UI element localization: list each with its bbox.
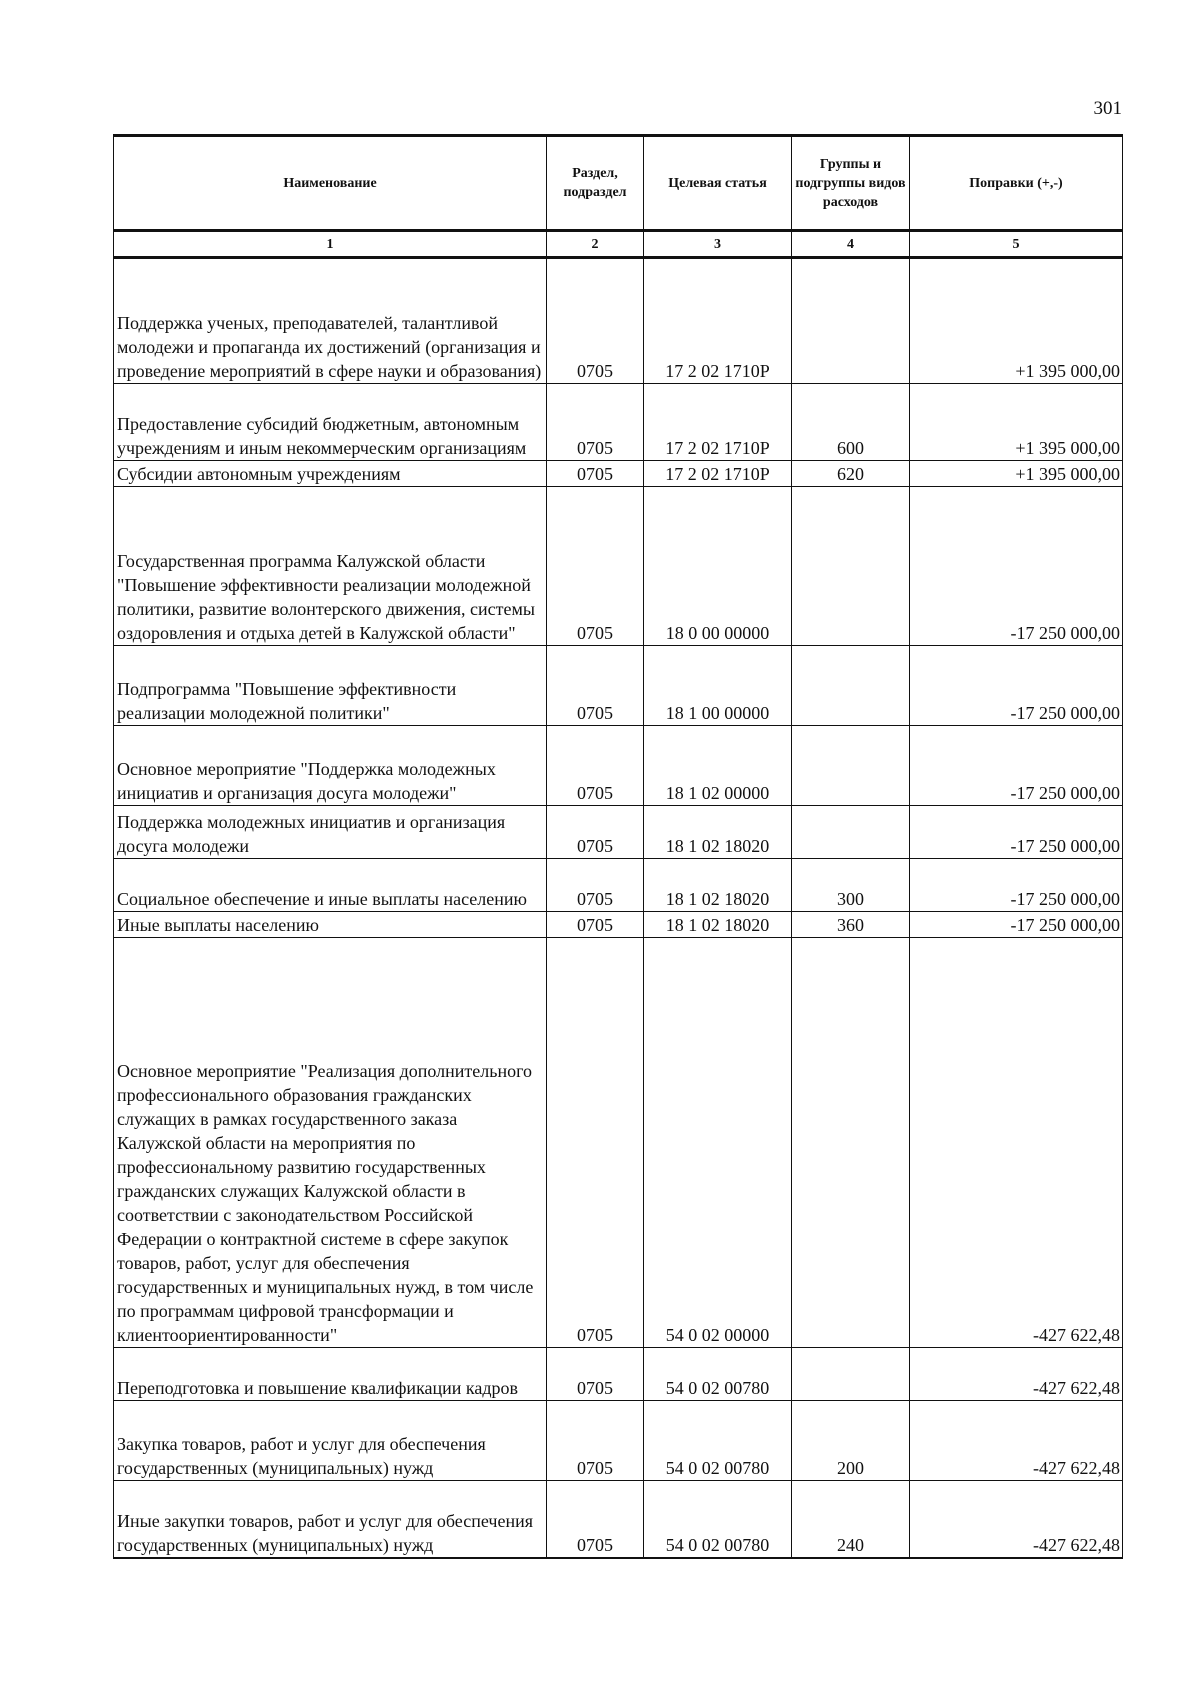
row-section: 0705 bbox=[547, 461, 644, 487]
row-amount: -17 250 000,00 bbox=[910, 859, 1123, 912]
row-section: 0705 bbox=[547, 806, 644, 859]
row-target: 18 1 02 18020 bbox=[644, 859, 792, 912]
row-amount: +1 395 000,00 bbox=[910, 384, 1123, 461]
table-row bbox=[114, 726, 1123, 806]
row-section: 0705 bbox=[547, 1481, 644, 1558]
row-amount: -427 622,48 bbox=[910, 1481, 1123, 1558]
row-amount: -17 250 000,00 bbox=[910, 646, 1123, 726]
row-section: 0705 bbox=[547, 646, 644, 726]
header-group: Группы и подгруппы видов расходов bbox=[792, 136, 910, 231]
row-amount: -427 622,48 bbox=[910, 938, 1123, 1348]
row-group: 200 bbox=[792, 1401, 910, 1481]
table-row bbox=[114, 1348, 1123, 1401]
row-amount: -17 250 000,00 bbox=[910, 912, 1123, 938]
row-name: Основное мероприятие "Реализация дополнительного профессионального образования гражданских служащих в рамках государственного заказа Калужской области на мероприятия по профессиональному развитию государственных гражданских служащих Калужской области в соответствии с законодательством Российской Федерации о контрактной системе в сфере закупок товаров, работ, услуг для обеспечения государственных и муниципальных нужд, в том числе по программам цифровой трансформации и клиентоориентированности" bbox=[114, 938, 547, 1348]
row-section: 0705 bbox=[547, 912, 644, 938]
row-section: 0705 bbox=[547, 1401, 644, 1481]
table-row bbox=[114, 258, 1123, 384]
row-section: 0705 bbox=[547, 384, 644, 461]
row-target: 18 1 00 00000 bbox=[644, 646, 792, 726]
row-name: Закупка товаров, работ и услуг для обеспечения государственных (муниципальных) нужд bbox=[114, 1401, 547, 1481]
row-group bbox=[792, 258, 910, 384]
row-group: 600 bbox=[792, 384, 910, 461]
row-name: Субсидии автономным учреждениям bbox=[114, 461, 547, 487]
table-row bbox=[114, 487, 1123, 646]
row-group bbox=[792, 726, 910, 806]
row-amount: -427 622,48 bbox=[910, 1348, 1123, 1401]
row-amount: +1 395 000,00 bbox=[910, 461, 1123, 487]
row-target: 18 1 02 00000 bbox=[644, 726, 792, 806]
header-name: Наименование bbox=[114, 136, 547, 231]
table-row bbox=[114, 938, 1123, 1348]
row-name: Поддержка ученых, преподавателей, талантливой молодежи и пропаганда их достижений (организация и проведение мероприятий в сфере науки и образования) bbox=[114, 258, 547, 384]
row-target: 17 2 02 1710Р bbox=[644, 384, 792, 461]
row-group: 240 bbox=[792, 1481, 910, 1558]
row-target: 17 2 02 1710Р bbox=[644, 258, 792, 384]
row-amount: -17 250 000,00 bbox=[910, 726, 1123, 806]
row-section: 0705 bbox=[547, 938, 644, 1348]
table-row bbox=[114, 646, 1123, 726]
row-group: 620 bbox=[792, 461, 910, 487]
row-target: 54 0 02 00000 bbox=[644, 938, 792, 1348]
row-name: Подпрограмма "Повышение эффективности реализации молодежной политики" bbox=[114, 646, 547, 726]
row-target: 17 2 02 1710Р bbox=[644, 461, 792, 487]
header-row bbox=[114, 136, 1123, 231]
row-target: 54 0 02 00780 bbox=[644, 1481, 792, 1558]
row-name: Социальное обеспечение и иные выплаты населению bbox=[114, 859, 547, 912]
row-target: 54 0 02 00780 bbox=[644, 1401, 792, 1481]
row-section: 0705 bbox=[547, 487, 644, 646]
row-name: Государственная программа Калужской области "Повышение эффективности реализации молодежной политики, развитие волонтерского движения, системы оздоровления и отдыха детей в Калужской области" bbox=[114, 487, 547, 646]
row-group: 360 bbox=[792, 912, 910, 938]
row-section: 0705 bbox=[547, 859, 644, 912]
row-name: Предоставление субсидий бюджетным, автономным учреждениям и иным некоммерческим организациям bbox=[114, 384, 547, 461]
table-row bbox=[114, 1481, 1123, 1558]
column-number: 2 bbox=[547, 231, 644, 258]
row-section: 0705 bbox=[547, 1348, 644, 1401]
table-row bbox=[114, 806, 1123, 859]
table-row bbox=[114, 912, 1123, 938]
column-number-row bbox=[114, 231, 1123, 258]
column-number: 4 bbox=[792, 231, 910, 258]
row-amount: -17 250 000,00 bbox=[910, 487, 1123, 646]
row-section: 0705 bbox=[547, 726, 644, 806]
row-amount: -427 622,48 bbox=[910, 1401, 1123, 1481]
row-amount: -17 250 000,00 bbox=[910, 806, 1123, 859]
row-name: Иные закупки товаров, работ и услуг для обеспечения государственных (муниципальных) нужд bbox=[114, 1481, 547, 1558]
table-row bbox=[114, 384, 1123, 461]
row-name: Поддержка молодежных инициатив и организация досуга молодежи bbox=[114, 806, 547, 859]
row-group bbox=[792, 646, 910, 726]
table-row bbox=[114, 1401, 1123, 1481]
row-name: Переподготовка и повышение квалификации кадров bbox=[114, 1348, 547, 1401]
column-number: 3 bbox=[644, 231, 792, 258]
row-target: 18 1 02 18020 bbox=[644, 912, 792, 938]
header-amount: Поправки (+,-) bbox=[910, 136, 1123, 231]
row-amount: +1 395 000,00 bbox=[910, 258, 1123, 384]
table-row bbox=[114, 859, 1123, 912]
row-group bbox=[792, 806, 910, 859]
column-number: 5 bbox=[910, 231, 1123, 258]
column-number: 1 bbox=[114, 231, 547, 258]
row-group bbox=[792, 487, 910, 646]
row-target: 18 0 00 00000 bbox=[644, 487, 792, 646]
row-group bbox=[792, 1348, 910, 1401]
row-target: 18 1 02 18020 bbox=[644, 806, 792, 859]
row-group bbox=[792, 938, 910, 1348]
page-number: 301 bbox=[1093, 98, 1122, 119]
row-group: 300 bbox=[792, 859, 910, 912]
row-name: Основное мероприятие "Поддержка молодежных инициатив и организация досуга молодежи" bbox=[114, 726, 547, 806]
header-section: Раздел, подраздел bbox=[547, 136, 644, 231]
header-target: Целевая статья bbox=[644, 136, 792, 231]
row-name: Иные выплаты населению bbox=[114, 912, 547, 938]
budget-amendments-table bbox=[113, 134, 1123, 1559]
row-target: 54 0 02 00780 bbox=[644, 1348, 792, 1401]
table-row bbox=[114, 461, 1123, 487]
row-section: 0705 bbox=[547, 258, 644, 384]
